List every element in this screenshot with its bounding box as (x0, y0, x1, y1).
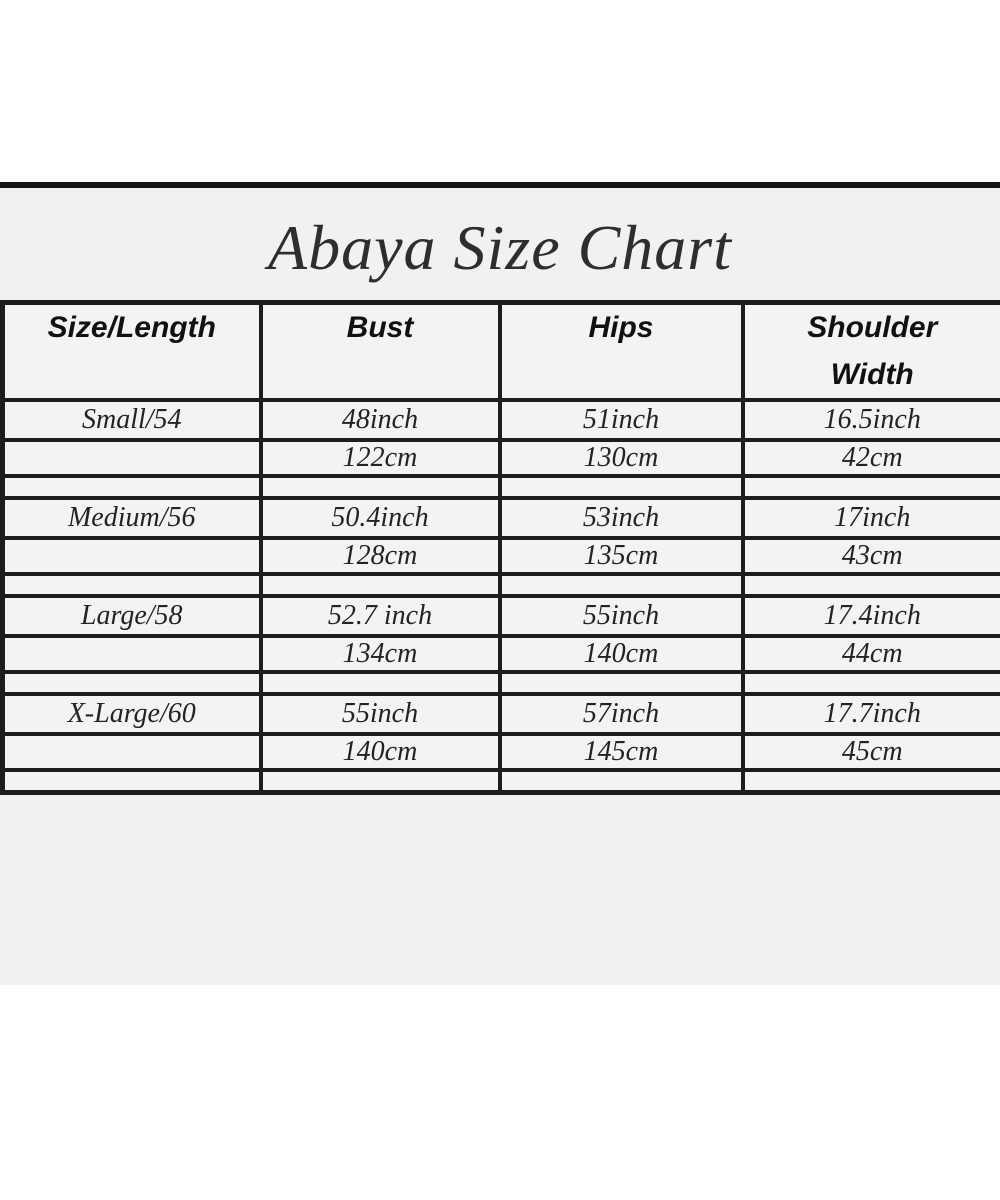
hips-inch-cell: 53inch (500, 498, 743, 538)
table-row-medium-inch (3, 498, 1000, 538)
shoulder-cm-cell: 42cm (743, 440, 1000, 476)
size-cell: Medium/56 (3, 498, 261, 538)
empty-cell (261, 770, 500, 792)
table-row-xlarge-inch (3, 694, 1000, 734)
empty-cell (743, 476, 1000, 498)
bust-inch-cell: 48inch (261, 400, 500, 440)
header-row (3, 303, 1000, 401)
empty-cell (500, 770, 743, 792)
table-row-large-inch (3, 596, 1000, 636)
empty-cell (261, 574, 500, 596)
column-header-bust: Bust (261, 303, 500, 401)
bust-cm-cell: 128cm (261, 538, 500, 574)
bust-cm-cell: 122cm (261, 440, 500, 476)
table-row-medium-cm (3, 538, 1000, 574)
page-title: Abaya Size Chart (268, 212, 732, 283)
table-row-small-cm (3, 440, 1000, 476)
shoulder-cm-cell: 44cm (743, 636, 1000, 672)
hips-cm-cell: 130cm (500, 440, 743, 476)
shoulder-cm-cell: 45cm (743, 734, 1000, 770)
shoulder-cm-cell: 43cm (743, 538, 1000, 574)
hips-cm-cell: 135cm (500, 538, 743, 574)
size-cell (3, 538, 261, 574)
hips-cm-cell: 140cm (500, 636, 743, 672)
bust-inch-cell: 50.4inch (261, 498, 500, 538)
bust-cm-cell: 134cm (261, 636, 500, 672)
spacer-row (3, 770, 1000, 792)
empty-cell (500, 672, 743, 694)
size-cell: Large/58 (3, 596, 261, 636)
bust-inch-cell: 55inch (261, 694, 500, 734)
size-chart-table (0, 300, 1000, 795)
hips-inch-cell: 55inch (500, 596, 743, 636)
shoulder-inch-cell: 17inch (743, 498, 1000, 538)
spacer-row (3, 574, 1000, 596)
empty-cell (500, 574, 743, 596)
size-cell (3, 734, 261, 770)
column-header-hips: Hips (500, 303, 743, 401)
empty-cell (261, 672, 500, 694)
empty-cell (3, 476, 261, 498)
table-row-xlarge-cm (3, 734, 1000, 770)
table-row-small-inch (3, 400, 1000, 440)
shoulder-inch-cell: 16.5inch (743, 400, 1000, 440)
hips-inch-cell: 51inch (500, 400, 743, 440)
empty-cell (261, 476, 500, 498)
size-cell: Small/54 (3, 400, 261, 440)
column-header-shoulder-width-label: Shoulder Width (807, 311, 938, 391)
bust-cm-cell: 140cm (261, 734, 500, 770)
empty-cell (3, 770, 261, 792)
bust-inch-cell: 52.7 inch (261, 596, 500, 636)
shoulder-inch-cell: 17.4inch (743, 596, 1000, 636)
hips-cm-cell: 145cm (500, 734, 743, 770)
size-cell: X-Large/60 (3, 694, 261, 734)
empty-cell (3, 672, 261, 694)
empty-cell (500, 476, 743, 498)
hips-inch-cell: 57inch (500, 694, 743, 734)
shoulder-inch-cell: 17.7inch (743, 694, 1000, 734)
table-row-large-cm (3, 636, 1000, 672)
empty-cell (743, 672, 1000, 694)
spacer-row (3, 476, 1000, 498)
column-header-size-length: Size/Length (3, 303, 261, 401)
column-header-shoulder-width (743, 303, 1000, 401)
empty-cell (743, 770, 1000, 792)
empty-cell (3, 574, 261, 596)
size-cell (3, 440, 261, 476)
size-cell (3, 636, 261, 672)
empty-cell (743, 574, 1000, 596)
spacer-row (3, 672, 1000, 694)
